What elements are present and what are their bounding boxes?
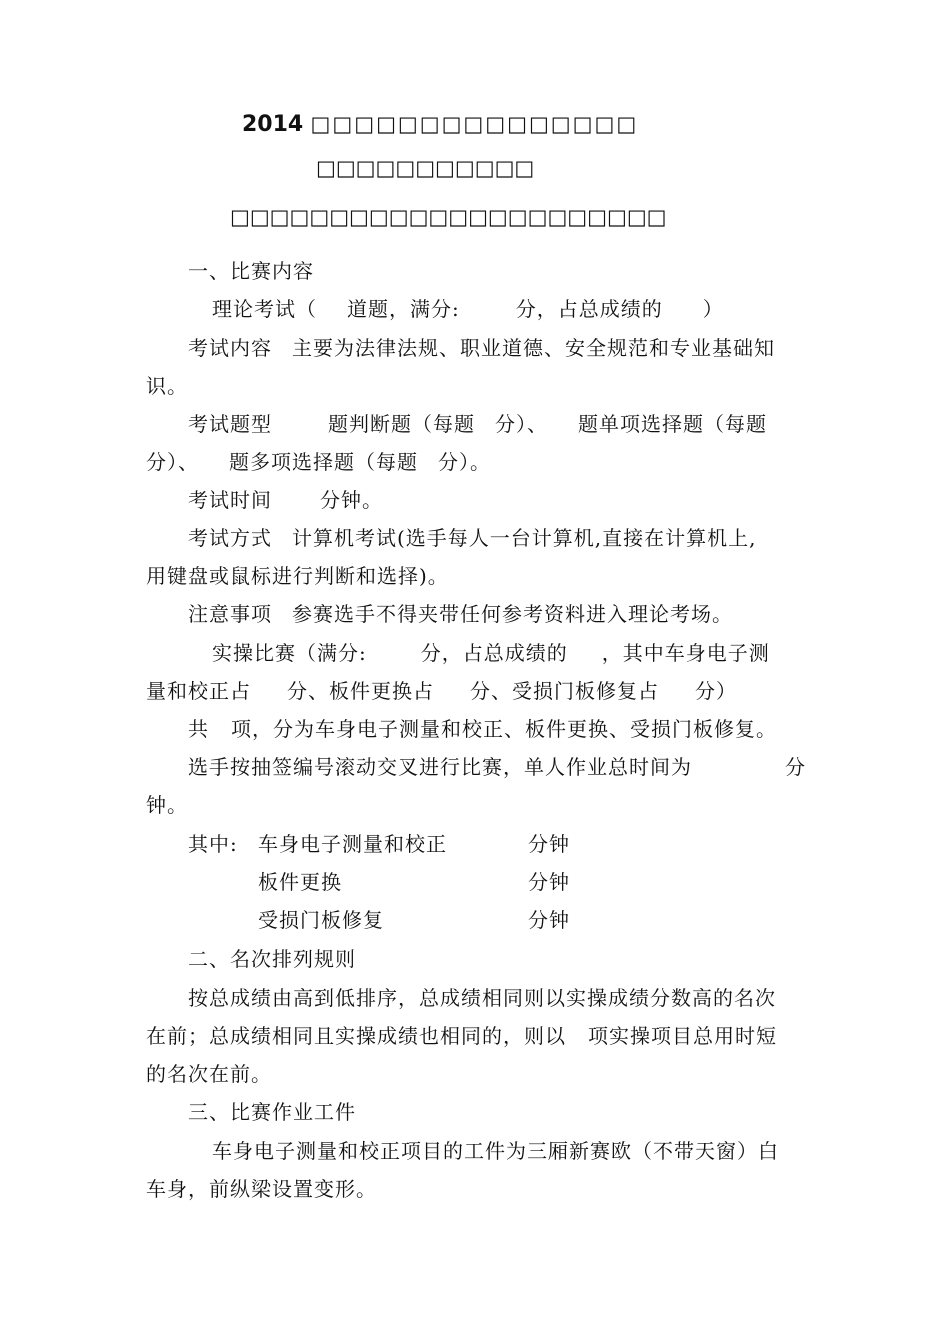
practical-line [212,634,770,672]
type-text-3: 题单项选择题（每题 [578,412,767,436]
method-text: 计算机考试(选手每人一台计算机,直接在计算机上, [292,526,757,550]
theory-text-2: 道题，满分: [347,297,460,321]
note-text: 参赛选手不得夹带任何参考资料进入理论考场。 [292,602,733,626]
exam-type-wrap [146,443,491,481]
type-label: 考试题型 [188,412,272,436]
practical-text-2: 分，占总成绩的 [420,641,568,665]
theory-text-4: ） [702,297,724,321]
item-1-unit: 分钟 [528,832,570,856]
total-items-line [188,710,777,748]
practical-wrap [146,672,737,710]
type-text-5: 题多项选择题（每题 [229,450,418,474]
order-line-end: 分 [785,755,806,779]
exam-content-wrap: 识。 [146,374,188,398]
exam-method-wrap: 用键盘或鼠标进行判断和选择)。 [146,564,449,588]
theory-text-1: 理论考试（ [212,297,317,321]
doc-title-line-2: □□□□□□□□□□□ [316,156,535,180]
section-heading-3: 三、比赛作业工件 [188,1100,356,1124]
rank-text-2a: 在前；总成绩相同且实操成绩也相同的，则以 [146,1024,566,1048]
practical-text-3: ，其中车身电子测 [601,641,770,665]
exam-content-line [188,329,775,367]
type-text-4: 分）、 [146,450,199,474]
title-line-1-text: □□□□□□□□□□□□□□□ [310,112,639,136]
exam-time-line [188,481,383,519]
rank-text-2b: 项实操项目总用时短 [588,1024,777,1048]
total-text-2: 项，分为车身电子测量和校正、板件更换、受损门板修复。 [231,717,777,741]
total-text-1: 共 [188,717,209,741]
type-text-2: 分）、 [495,412,548,436]
time-label: 考试时间 [188,488,272,512]
rank-line-1: 按总成绩由高到低排序，总成绩相同则以实操成绩分数高的名次 [188,986,776,1010]
workpiece-line-1: 车身电子测量和校正项目的工件为三厢新赛欧（不带天窗）白 [212,1139,779,1163]
exam-type-line [188,405,767,443]
practical-text-5: 分、板件更换占 [287,679,434,703]
time-unit: 分钟。 [320,488,383,512]
type-text-1: 题判断题（每题 [328,412,475,436]
title-year: 2014 [242,112,304,137]
rank-line-3: 的名次在前。 [146,1062,272,1086]
content-text: 主要为法律法规、职业道德、安全规范和专业基础知 [292,336,775,360]
method-label: 考试方式 [188,526,272,550]
section-heading-2: 二、名次排列规则 [188,947,356,971]
section-heading-1: 一、比赛内容 [188,259,314,283]
type-text-6: 分）。 [438,450,491,474]
exam-method-line [188,519,757,557]
practical-text-7: 分） [695,679,737,703]
practical-text-6: 分、受损门板修复占 [470,679,659,703]
item-3-unit: 分钟 [528,908,570,932]
theory-text-3: 分，占总成绩的 [515,297,663,321]
order-wrap: 钟。 [146,793,188,817]
rank-line-2 [146,1017,777,1055]
workpiece-line-2: 车身，前纵梁设置变形。 [146,1177,377,1201]
theory-exam-line [212,290,724,328]
practical-text-4: 量和校正占 [146,679,251,703]
content-label: 考试内容 [188,336,272,360]
order-text-1: 选手按抽签编号滚动交叉进行比赛，单人作业总时间为 [188,755,692,779]
item-3-name: 受损门板修复 [258,908,384,932]
note-label: 注意事项 [188,602,272,626]
item-1-name: 车身电子测量和校正 [258,832,447,856]
doc-title-line-3: □□□□□□□□□□□□□□□□□□□□□□ [230,205,667,229]
item-2-name: 板件更换 [258,870,342,894]
item-2-unit: 分钟 [528,870,570,894]
doc-title-line-1 [242,112,638,137]
practical-text-1: 实操比赛（满分: [212,641,367,665]
order-line [188,748,692,786]
among-label: 其中: [188,832,238,856]
exam-note-line [188,595,733,633]
